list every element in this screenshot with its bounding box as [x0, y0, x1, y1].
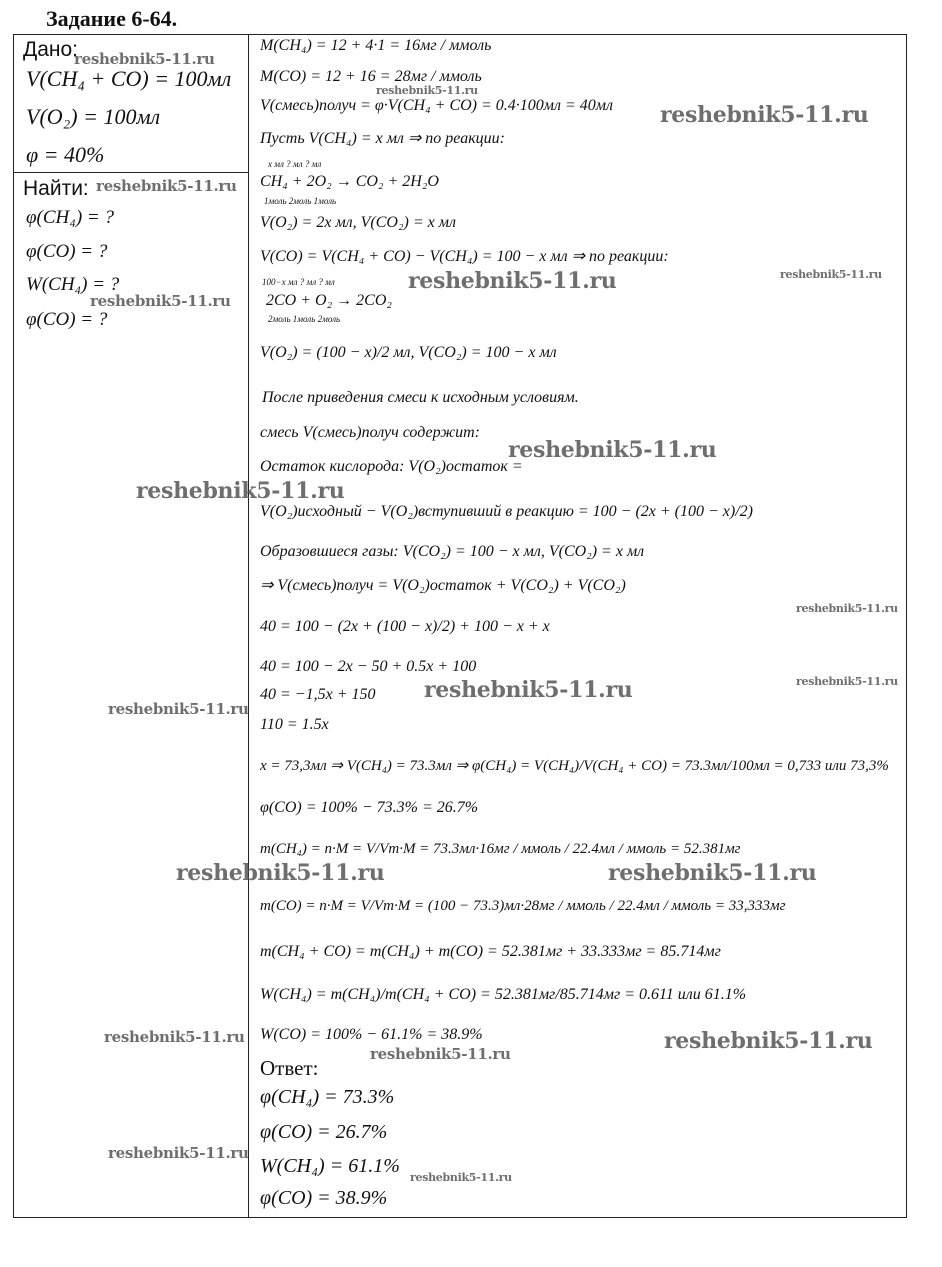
find-item-2: φ(CO) = ? [26, 241, 108, 262]
solution-line-25: φ(CO) = 100% − 73.3% = 26.7% [260, 799, 479, 816]
watermark: reshebnik5-11.ru [104, 1028, 245, 1046]
solution-line-19: ⇒ V(смесь)получ = V(O₂)остаток + V(CO₂) + V(CO₂) [260, 577, 626, 594]
given-find-divider [13, 172, 249, 173]
reaction1-volumes: x мл ? мл ? мл [268, 159, 322, 169]
find-label: Найти: [23, 177, 89, 200]
solution-line-26: m(CH₄) = n·M = V/Vm·M = 73.3мл·16мг / ммоль / 22.4мл / ммоль = 52.381мг [260, 841, 741, 857]
solution-line-4: Пусть V(CH₄) = x мл ⇒ по реакции: [260, 130, 506, 147]
watermark: reshebnik5-11.ru [176, 860, 385, 886]
watermark: reshebnik5-11.ru [96, 177, 237, 195]
watermark: reshebnik5-11.ru [90, 292, 231, 310]
given-volume-mixture: V(CH₄ + CO) = 100мл [26, 66, 232, 91]
reaction1-equation: CH₄ + 2O₂ → CO₂ + 2H₂O [260, 173, 439, 190]
solution-line-21: 40 = 100 − 2x − 50 + 0.5x + 100 [260, 658, 477, 675]
solution-line-29: W(CH₄) = m(CH₄)/m(CH₄ + CO) = 52.381мг/85.714мг = 0.611 или 61.1% [260, 986, 747, 1003]
reaction2-equation: 2CO + O₂ → 2CO₂ [266, 292, 392, 309]
answer-item-4: φ(CO) = 38.9% [260, 1187, 388, 1209]
given-label: Дано: [23, 38, 79, 61]
answer-label: Ответ: [260, 1056, 319, 1080]
watermark: reshebnik5-11.ru [370, 1045, 511, 1063]
watermark: reshebnik5-11.ru [796, 675, 898, 688]
solution-line-8: V(O₂) = 2x мл, V(CO₂) = x мл [260, 214, 456, 231]
watermark: reshebnik5-11.ru [74, 50, 215, 68]
watermark: reshebnik5-11.ru [608, 860, 817, 886]
watermark: reshebnik5-11.ru [408, 268, 617, 294]
answer-item-2: φ(CO) = 26.7% [260, 1121, 388, 1143]
solution-line-16: Остаток кислорода: V(O₂)остаток = [260, 458, 523, 475]
task-title: Задание 6-64. [46, 6, 178, 31]
solution-line-30: W(CO) = 100% − 61.1% = 38.9% [260, 1026, 483, 1043]
solution-line-2: M(CO) = 12 + 16 = 28мг / ммоль [260, 68, 482, 85]
watermark: reshebnik5-11.ru [376, 84, 478, 97]
find-item-1: φ(CH₄) = ? [26, 207, 114, 228]
find-item-4: φ(CO) = ? [26, 309, 108, 330]
watermark: reshebnik5-11.ru [108, 700, 249, 718]
solution-line-27: m(CO) = n·M = V/Vm·M = (100 − 73.3)мл·28мг / ммоль / 22.4мл / ммоль = 33,333мг [260, 898, 786, 914]
reaction2-moles: 2моль 1моль 2моль [268, 314, 341, 324]
watermark: reshebnik5-11.ru [796, 602, 898, 615]
solution-line-24: x = 73,3мл ⇒ V(CH₄) = 73.3мл ⇒ φ(CH₄) = V(CH₄)/V(CH₄ + CO) = 73.3мл/100мл = 0,733 или 73,3% [260, 758, 889, 774]
watermark: reshebnik5-11.ru [136, 478, 345, 504]
reaction1-moles: 1моль 2моль 1моль [264, 196, 337, 206]
watermark: reshebnik5-11.ru [664, 1028, 873, 1054]
solution-line-9: V(CO) = V(CH₄ + CO) − V(CH₄) = 100 − x мл ⇒ по реакции: [260, 248, 669, 265]
answer-item-3: W(CH₄) = 61.1% [260, 1155, 400, 1177]
solution-line-28: m(CH₄ + CO) = m(CH₄) + m(CO) = 52.381мг + 33.333мг = 85.714мг [260, 943, 721, 960]
solution-line-18: Образовшиеся газы: V(CO₂) = 100 − x мл, V(CO₂) = x мл [260, 543, 645, 560]
given-volume-oxygen: V(O₂) = 100мл [26, 104, 161, 129]
watermark: reshebnik5-11.ru [508, 437, 717, 463]
solution-line-17: V(O₂)исходный − V(O₂)вступивший в реакцию = 100 − (2x + (100 − x)/2) [260, 503, 754, 520]
watermark: reshebnik5-11.ru [660, 102, 869, 128]
watermark: reshebnik5-11.ru [410, 1171, 512, 1184]
watermark: reshebnik5-11.ru [780, 268, 882, 281]
solution-line-1: M(CH₄) = 12 + 4·1 = 16мг / ммоль [260, 37, 492, 54]
reaction2-volumes: 100−x мл ? мл ? мл [262, 277, 335, 287]
find-item-3: W(CH₄) = ? [26, 274, 120, 295]
watermark: reshebnik5-11.ru [108, 1144, 249, 1162]
solution-line-15: смесь V(смесь)получ содержит: [260, 424, 480, 441]
solution-line-20: 40 = 100 − (2x + (100 − x)/2) + 100 − x + x [260, 618, 550, 635]
solution-line-22: 40 = −1,5x + 150 [260, 686, 376, 703]
solution-line-13: V(O₂) = (100 − x)/2 мл, V(CO₂) = 100 − x мл [260, 344, 557, 361]
column-divider [248, 34, 249, 1217]
given-fraction: φ = 40% [26, 142, 105, 167]
solution-line-23: 110 = 1.5x [260, 716, 329, 733]
answer-item-1: φ(CH₄) = 73.3% [260, 1086, 395, 1108]
solution-line-14: После приведения смеси к исходным условиям. [262, 389, 579, 406]
watermark: reshebnik5-11.ru [424, 677, 633, 703]
solution-line-3: V(смесь)получ = φ·V(CH₄ + CO) = 0.4·100мл = 40мл [260, 97, 613, 114]
